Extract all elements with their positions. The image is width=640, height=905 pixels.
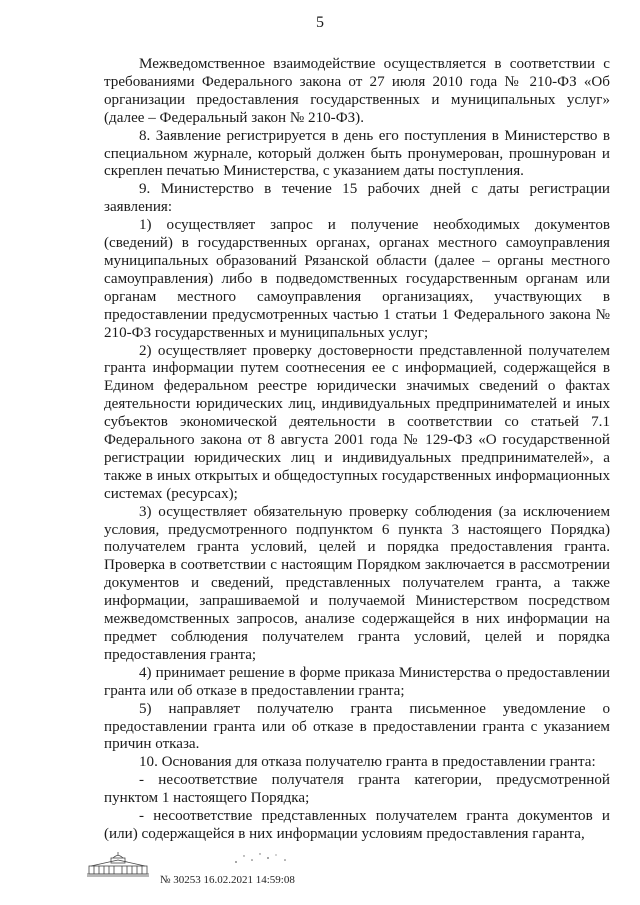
- paragraph: 3) осуществляет обязательную проверку соблюдения (за исключением условия, предусмотренного подпунктом 6 пункта 3 настоящего Порядка) получателем гранта условий, целей и порядка предоставления гранта. Проверка в соответствии с настоящим Порядком заключается в рассмотрении документов и сведений, представленных получателем гранта, а также информации, запрашиваемой и получаемой Министерством посредством межведомственных запросов, анализе содержащейся в них информации на предмет соблюдения получателем гранта условий, целей и порядка предоставления гранта;: [104, 503, 610, 663]
- page-number: 5: [316, 14, 324, 31]
- paragraph: 10. Основания для отказа получателю гранта в предоставлении гранта:: [139, 754, 596, 771]
- document-registration-number: № 30253 16.02.2021 14:59:08: [160, 874, 295, 886]
- government-building-emblem-icon: [85, 850, 151, 878]
- paragraph: Межведомственное взаимодействие осуществляется в соответствии с требованиями Федерального закона от 27 июля 2010 года № 210-ФЗ «Об организации предоставления государственных и муниципальных услуг» (далее – Федеральный закон № 210-ФЗ).: [104, 56, 610, 126]
- paragraph: - несоответствие представленных получателем гранта документов и (или) содержащейся в них информации условиям предоставления гаранта,: [104, 808, 610, 842]
- paragraph: - несоответствие получателя гранта категории, предусмотренной пунктом 1 настоящего Порядка;: [104, 772, 610, 807]
- paragraph: 9. Министерство в течение 15 рабочих дней с даты регистрации заявления:: [104, 181, 610, 216]
- paragraph: 4) принимает решение в форме приказа Министерства о предоставлении гранта или об отказе в предоставлении гранта;: [104, 664, 610, 699]
- paragraph: 2) осуществляет проверку достоверности представленной получателем гранта информации путем соотнесения ее с информацией, содержащейся в Едином федеральном реестре юридически значимых сведений о фактах деятельности юридических лиц, индивидуальных предпринимателей и иных субъектов экономической деятельности в соответствии со статьей 7.1 Федерального закона от 8 августа 2001 года № 129-ФЗ «О государственной регистрации юридических лиц и индивидуальных предпринимателей», а также в иных открытых и общедоступных государственных информационных системах (ресурсах);: [104, 342, 610, 502]
- footer-stamp: [85, 850, 325, 890]
- paragraph: 5) направляет получателю гранта письменное уведомление о предоставлении гранта или об отказе в предоставлении гранта с указанием причин отказа.: [104, 700, 610, 753]
- paragraph: 8. Заявление регистрируется в день его поступления в Министерство в специальном журнале, который должен быть пронумерован, прошнурован и скреплен печатью Министерства, с указанием даты поступления.: [104, 127, 610, 180]
- document-body: [104, 56, 610, 844]
- scan-marks: [230, 850, 300, 872]
- paragraph: 1) осуществляет запрос и получение необходимых документов (сведений) в государственных органах, органах местного самоуправления муниципальных образований Рязанской области (далее – органы местного самоуправления) либо в подведомственных государственным органам или органам местного самоуправления организациях, участвующих в предоставлении предусмотренных частью 1 статьи 1 Федерального закона № 210-ФЗ государственных и муниципальных услуг;: [104, 217, 610, 341]
